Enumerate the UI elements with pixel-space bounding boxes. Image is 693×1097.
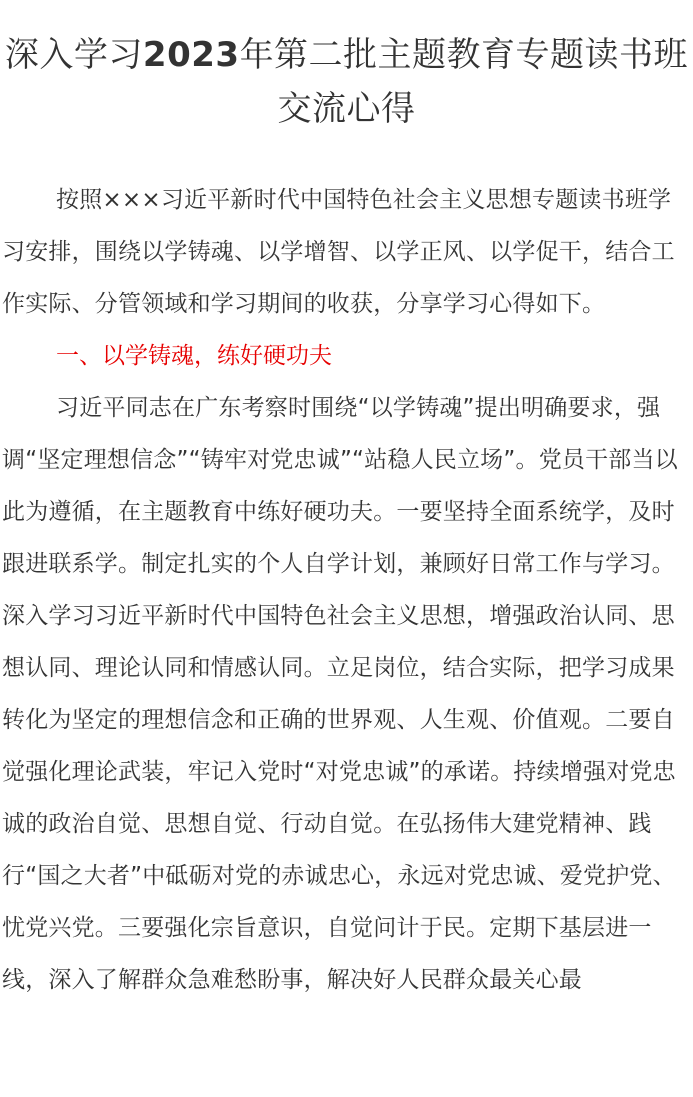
title-year: 2023 — [142, 35, 240, 75]
document-body — [0, 174, 693, 1006]
title-prefix: 深入学习 — [4, 35, 143, 75]
title-suffix: 年第二批主题教育专题读书班交流心得 — [239, 35, 689, 129]
section-paragraph: 习近平同志在广东考察时围绕“以学铸魂”提出明确要求，强调“坚定理想信念”“铸牢对党忠诚”“站稳人民立场”。党员干部当以此为遵循，在主题教育中练好硬功夫。一要坚持全面系统学，及时跟进联系学。制定扎实的个人自学计划，兼顾好日常工作与学习。深入学习习近平新时代中国特色社会主义思想，增强政治认同、思想认同、理论认同和情感认同。立足岗位，结合实际，把学习成果转化为坚定的理想信念和正确的世界观、人生观、价值观。二要自觉强化理论武装，牢记入党时“对党忠诚”的承诺。持续增强对党忠诚的政治自觉、思想自觉、行动自觉。在弘扬伟大建党精神、践行“国之大者”中砥砺对党的赤诚忠心，永远对党忠诚、爱党护党、忧党兴党。三要强化宗旨意识，自觉问计于民。定期下基层进一线，深入了解群众急难愁盼事，解决好人民群众最关心最 — [2, 395, 678, 993]
section-heading: 一、以学铸魂，练好硬功夫 — [56, 343, 332, 369]
document-title — [0, 28, 693, 136]
intro-paragraph: 按照×××习近平新时代中国特色社会主义思想专题读书班学习安排，围绕以学铸魂、以学增智、以学正风、以学促干，结合工作实际、分管领域和学习期间的收获，分享学习心得如下。 — [2, 187, 675, 317]
